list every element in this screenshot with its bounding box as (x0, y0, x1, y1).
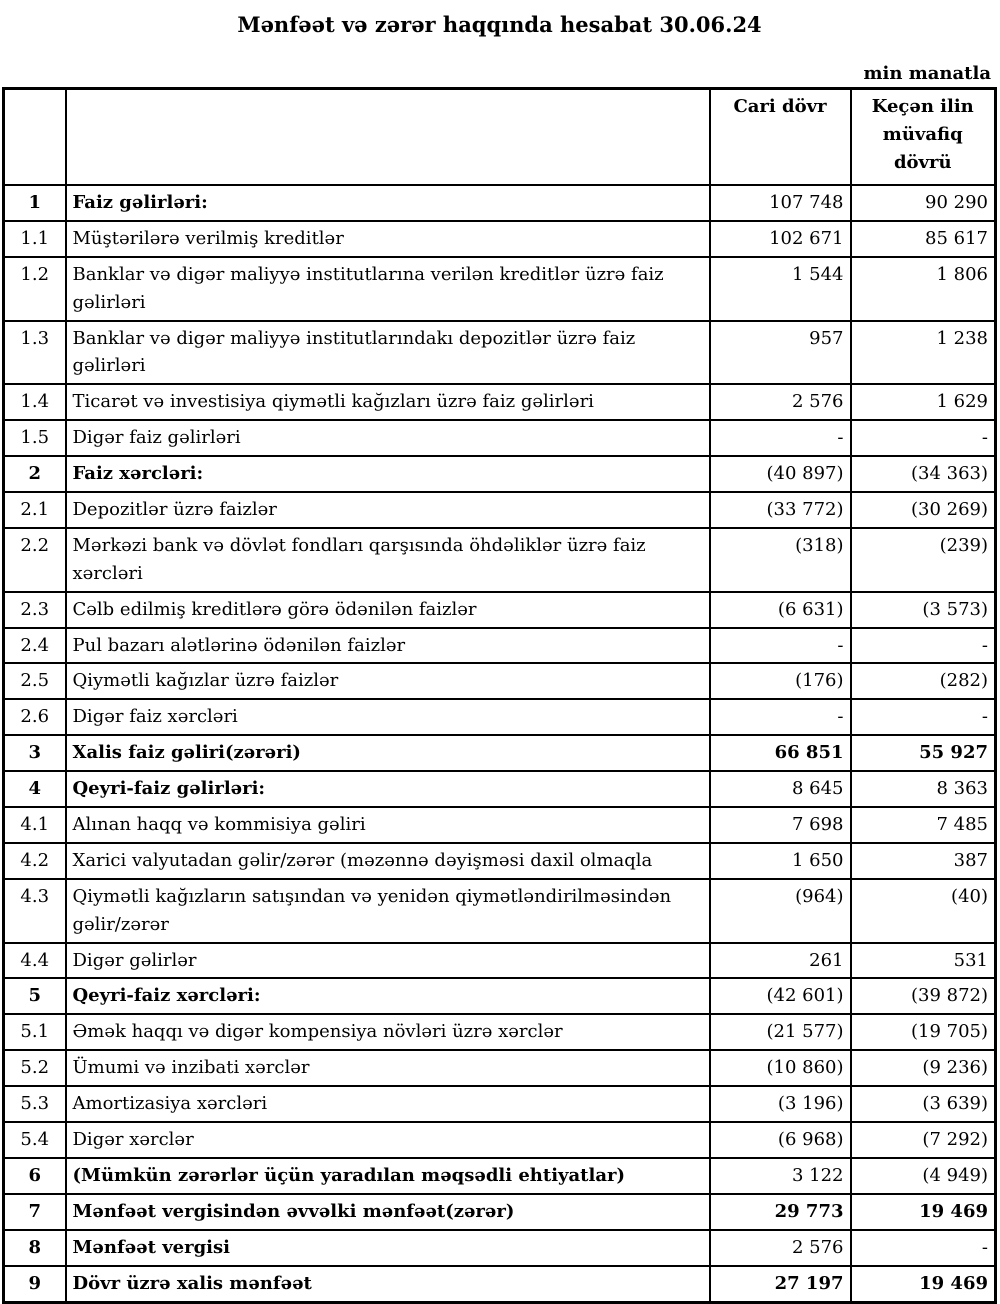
previous-period-value: 531 (851, 943, 996, 979)
table-row (4, 492, 996, 528)
previous-period-value: 387 (851, 843, 996, 879)
current-period-value: (21 577) (710, 1014, 851, 1050)
row-number: 5.4 (4, 1122, 66, 1158)
header-current-period: Cari dövr (710, 89, 851, 186)
current-period-value: 7 698 (710, 807, 851, 843)
previous-period-value: (3 573) (851, 592, 996, 628)
current-period-value: 27 197 (710, 1266, 851, 1302)
current-period-value: - (710, 420, 851, 456)
table-row (4, 384, 996, 420)
table-row (4, 1158, 996, 1194)
table-row (4, 456, 996, 492)
row-number: 2 (4, 456, 66, 492)
row-label: Qiymətli kağızların satışından və yenidən qiymətləndirilməsindən gəlir/zərər (66, 879, 710, 943)
row-number: 1 (4, 185, 66, 221)
previous-period-value: 19 469 (851, 1194, 996, 1230)
row-label: Digər faiz gəlirləri (66, 420, 710, 456)
previous-period-value: - (851, 420, 996, 456)
table-row (4, 1194, 996, 1230)
table-row (4, 1266, 996, 1302)
row-number: 1.4 (4, 384, 66, 420)
row-number: 4 (4, 771, 66, 807)
table-row (4, 185, 996, 221)
current-period-value: 66 851 (710, 735, 851, 771)
current-period-value: - (710, 628, 851, 664)
row-label: Cəlb edilmiş kreditlərə görə ödənilən faizlər (66, 592, 710, 628)
row-number: 4.2 (4, 843, 66, 879)
table-row (4, 1122, 996, 1158)
row-number: 5.3 (4, 1086, 66, 1122)
row-label: Müştərilərə verilmiş kreditlər (66, 221, 710, 257)
row-number: 1.3 (4, 321, 66, 385)
unit-note: min manatla (863, 63, 991, 84)
row-number: 4.1 (4, 807, 66, 843)
current-period-value: - (710, 699, 851, 735)
report-title: Mənfəət və zərər haqqında hesabat 30.06.24 (237, 12, 762, 37)
previous-period-value: (239) (851, 528, 996, 592)
table-row (4, 592, 996, 628)
previous-period-value: 1 238 (851, 321, 996, 385)
previous-period-value: (40) (851, 879, 996, 943)
row-label: Pul bazarı alətlərinə ödənilən faizlər (66, 628, 710, 664)
current-period-value: 2 576 (710, 1230, 851, 1266)
row-number: 7 (4, 1194, 66, 1230)
current-period-value: 29 773 (710, 1194, 851, 1230)
header-row (4, 89, 996, 186)
table-row (4, 1230, 996, 1266)
row-label: Banklar və digər maliyyə institutlarına verilən kreditlər üzrə faiz gəlirləri (66, 257, 710, 321)
current-period-value: 107 748 (710, 185, 851, 221)
previous-period-value: 7 485 (851, 807, 996, 843)
row-number: 1.2 (4, 257, 66, 321)
table-row (4, 528, 996, 592)
row-number: 4.3 (4, 879, 66, 943)
previous-period-value: 19 469 (851, 1266, 996, 1302)
table-row (4, 420, 996, 456)
current-period-value: (42 601) (710, 978, 851, 1014)
previous-period-value: 90 290 (851, 185, 996, 221)
row-label: Dövr üzrə xalis mənfəət (66, 1266, 710, 1302)
previous-period-value: (4 949) (851, 1158, 996, 1194)
previous-period-value: 8 363 (851, 771, 996, 807)
row-label: (Mümkün zərərlər üçün yaradılan məqsədli ehtiyatlar) (66, 1158, 710, 1194)
row-label: Ümumi və inzibati xərclər (66, 1050, 710, 1086)
row-number: 8 (4, 1230, 66, 1266)
previous-period-value: - (851, 1230, 996, 1266)
row-label: Digər gəlirlər (66, 943, 710, 979)
current-period-value: 8 645 (710, 771, 851, 807)
current-period-value: (964) (710, 879, 851, 943)
header-number-cell (4, 89, 66, 186)
row-number: 5 (4, 978, 66, 1014)
previous-period-value: (19 705) (851, 1014, 996, 1050)
current-period-value: 3 122 (710, 1158, 851, 1194)
row-number: 2.6 (4, 699, 66, 735)
previous-period-value: - (851, 628, 996, 664)
row-label: Xarici valyutadan gəlir/zərər (məzənnə dəyişməsi daxil olmaqla (66, 843, 710, 879)
previous-period-value: 1 806 (851, 257, 996, 321)
row-number: 5.2 (4, 1050, 66, 1086)
table-row (4, 663, 996, 699)
row-label: Banklar və digər maliyyə institutlarındakı depozitlər üzrə faiz gəlirləri (66, 321, 710, 385)
previous-period-value: 85 617 (851, 221, 996, 257)
current-period-value: 261 (710, 943, 851, 979)
table-row (4, 879, 996, 943)
current-period-value: 1 544 (710, 257, 851, 321)
row-label: Mərkəzi bank və dövlət fondları qarşısında öhdəliklər üzrə faiz xərcləri (66, 528, 710, 592)
current-period-value: (10 860) (710, 1050, 851, 1086)
row-number: 5.1 (4, 1014, 66, 1050)
profit-loss-table (2, 87, 997, 1304)
table-row (4, 257, 996, 321)
row-label: Faiz xərcləri: (66, 456, 710, 492)
row-label: Digər faiz xərcləri (66, 699, 710, 735)
row-number: 1.5 (4, 420, 66, 456)
current-period-value: (318) (710, 528, 851, 592)
row-label: Alınan haqq və kommisiya gəliri (66, 807, 710, 843)
row-label: Ticarət və investisiya qiymətli kağızları üzrə faiz gəlirləri (66, 384, 710, 420)
previous-period-value: - (851, 699, 996, 735)
row-label: Xalis faiz gəliri(zərəri) (66, 735, 710, 771)
table-row (4, 978, 996, 1014)
table-row (4, 628, 996, 664)
row-number: 2.2 (4, 528, 66, 592)
table-row (4, 321, 996, 385)
table-row (4, 843, 996, 879)
row-number: 6 (4, 1158, 66, 1194)
current-period-value: (3 196) (710, 1086, 851, 1122)
current-period-value: 2 576 (710, 384, 851, 420)
table-row (4, 1050, 996, 1086)
row-label: Əmək haqqı və digər kompensiya növləri üzrə xərclər (66, 1014, 710, 1050)
previous-period-value: (39 872) (851, 978, 996, 1014)
header-description-cell (66, 89, 710, 186)
row-number: 2.3 (4, 592, 66, 628)
header-previous-period: Keçən ilin müvafiq dövrü (851, 89, 996, 186)
current-period-value: (33 772) (710, 492, 851, 528)
previous-period-value: (34 363) (851, 456, 996, 492)
current-period-value: 1 650 (710, 843, 851, 879)
row-number: 4.4 (4, 943, 66, 979)
current-period-value: (6 631) (710, 592, 851, 628)
table-row (4, 771, 996, 807)
row-number: 9 (4, 1266, 66, 1302)
current-period-value: 102 671 (710, 221, 851, 257)
row-label: Digər xərclər (66, 1122, 710, 1158)
previous-period-value: (30 269) (851, 492, 996, 528)
row-label: Depozitlər üzrə faizlər (66, 492, 710, 528)
previous-period-value: 55 927 (851, 735, 996, 771)
table-row (4, 943, 996, 979)
table-body (4, 185, 996, 1302)
row-label: Faiz gəlirləri: (66, 185, 710, 221)
previous-period-value: 1 629 (851, 384, 996, 420)
row-number: 2.4 (4, 628, 66, 664)
previous-period-value: (3 639) (851, 1086, 996, 1122)
table-row (4, 1086, 996, 1122)
previous-period-value: (282) (851, 663, 996, 699)
row-label: Qeyri-faiz xərcləri: (66, 978, 710, 1014)
row-label: Mənfəət vergisi (66, 1230, 710, 1266)
row-label: Qeyri-faiz gəlirləri: (66, 771, 710, 807)
row-number: 2.1 (4, 492, 66, 528)
previous-period-value: (7 292) (851, 1122, 996, 1158)
current-period-value: (6 968) (710, 1122, 851, 1158)
row-number: 3 (4, 735, 66, 771)
table-row (4, 807, 996, 843)
table-row (4, 221, 996, 257)
row-number: 2.5 (4, 663, 66, 699)
row-label: Amortizasiya xərcləri (66, 1086, 710, 1122)
current-period-value: (40 897) (710, 456, 851, 492)
current-period-value: (176) (710, 663, 851, 699)
table-row (4, 699, 996, 735)
table-row (4, 735, 996, 771)
row-number: 1.1 (4, 221, 66, 257)
current-period-value: 957 (710, 321, 851, 385)
previous-period-value: (9 236) (851, 1050, 996, 1086)
table-row (4, 1014, 996, 1050)
row-label: Mənfəət vergisindən əvvəlki mənfəət(zərər) (66, 1194, 710, 1230)
row-label: Qiymətli kağızlar üzrə faizlər (66, 663, 710, 699)
